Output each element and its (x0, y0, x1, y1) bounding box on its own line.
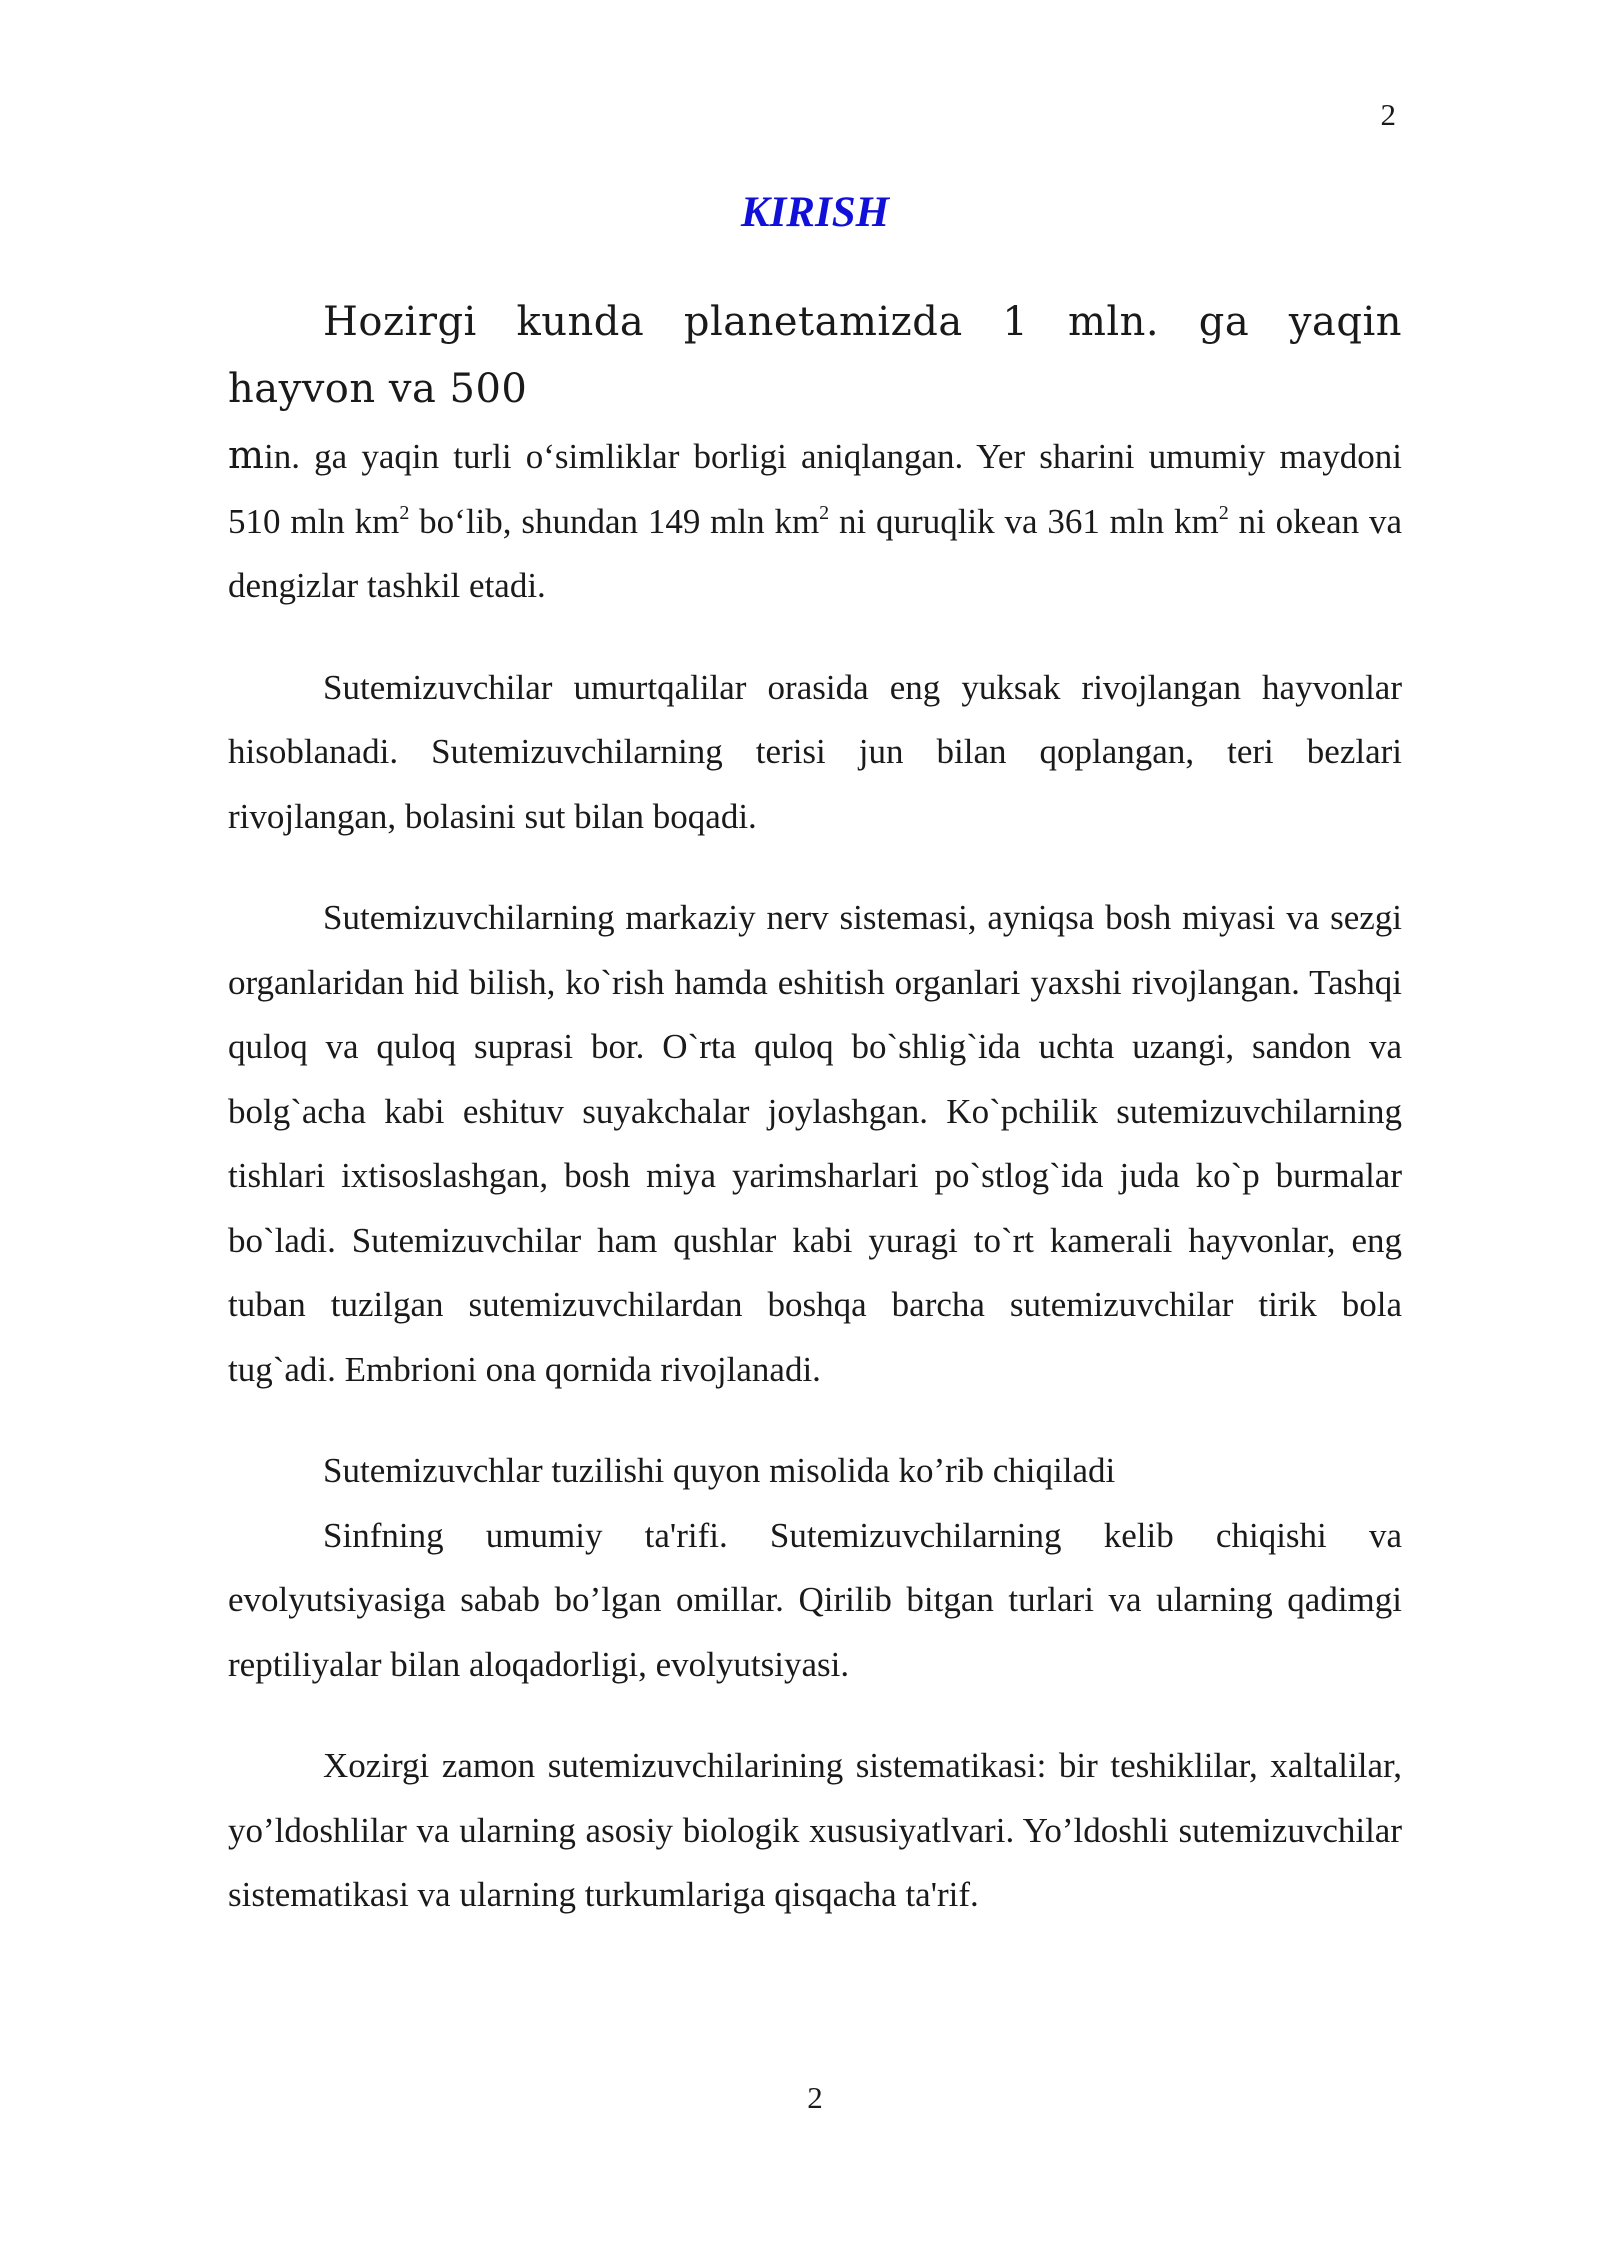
intro-text-a: in. ga yaqin turli o‘simliklar borligi aniqlangan. Yer sharini umumiy maydoni 510 mln km (228, 437, 1402, 541)
paragraph-mammals-definition: Sutemizuvchilar umurtqalilar orasida eng yuksak rivojlangan hayvonlar hisoblanadi. Sutemizuvchilarning terisi jun bilan qoplangan, teri bezlari rivojlangan, bolasini sut bilan boqadi. (228, 667, 1402, 836)
intro-m-glyph: m (228, 433, 265, 477)
intro-text-c: ni quruqlik va 361 mln km (829, 501, 1219, 541)
page-title: KIRISH (740, 189, 890, 236)
page-number-bottom: 2 (807, 2080, 823, 2115)
superscript-2: 2 (819, 501, 830, 524)
paragraph-systematics: Xozirgi zamon sutemizuvchilarining sistematikasi: bir teshiklilar, xaltalilar, yo’ldoshlilar va ularning asosiy biologik xususiyatlvari. Yo’ldoshli sutemizuvchilar sistematikasi va ularning turkumlariga qisqacha ta'rif. (228, 1746, 1402, 1914)
document-body (228, 290, 1402, 1928)
superscript-2: 2 (399, 501, 410, 524)
paragraph-nervous-system: Sutemizuvchilarning markaziy nerv sistemasi, ayniqsa bosh miyasi va sezgi organlaridan hid bilish, ko`rish hamda eshitish organlari yaxshi rivojlangan. Tashqi quloq va quloq suprasi bor. O`rta quloq bo`shlig`ida uchta uzangi, sandon va bolg`acha kabi eshituv suyakchalar joylashgan. Ko`pchilik sutemizuvchilarning tishlari ixtisoslashgan, bosh miya yarimsharlari po`stlog`ida juda ko`p burmalar bo`ladi. Sutemizuvchilar ham qushlar kabi yuragi to`rt kamerali hayvonlar, eng tuban tuzilgan sutemizuvchilardan boshqa barcha sutemizuvchilar tirik bola tug`adi. Embrioni ona qornida rivojlanadi. (228, 898, 1402, 1389)
intro-lead-text: Hozirgi kunda planetamizda 1 mln. ga yaqin hayvon va 500 (228, 299, 1402, 412)
page-number-top: 2 (1380, 97, 1396, 132)
paragraph-class-overview: Sinfning umumiy ta'rifi. Sutemizuvchilarning kelib chiqishi va evolyutsiyasiga sabab bo’lgan omillar. Qirilib bitgan turlari va ularning qadimgi reptiliyalar bilan aloqadorligi, evolyutsiyasi. (228, 1515, 1402, 1684)
intro-text-b: bo‘lib, shundan 149 mln km (409, 501, 820, 541)
intro-text-d: ni okean va dengizlar tashkil etadi. (228, 501, 1402, 605)
paragraph-intro (228, 290, 1402, 619)
paragraph-rabbit-example: Sutemizuvchlar tuzilishi quyon misolida ko’rib chiqiladi (323, 1451, 1116, 1490)
superscript-2: 2 (1218, 501, 1229, 524)
